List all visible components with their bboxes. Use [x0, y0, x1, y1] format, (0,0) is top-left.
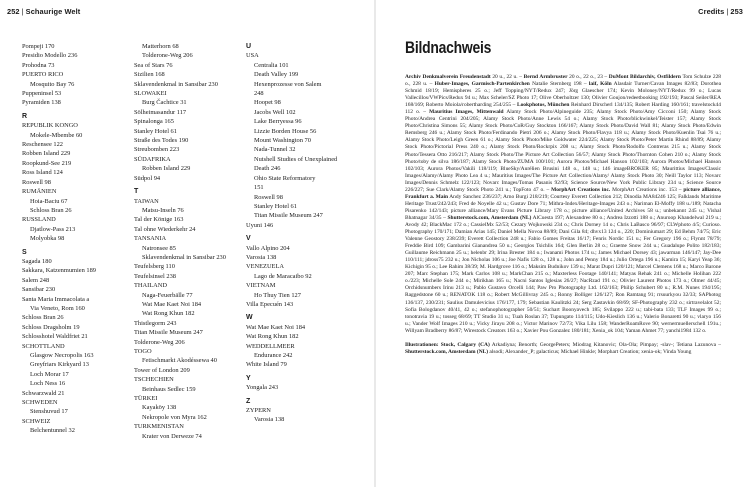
index-entry: Titan Missile Museum 247: [134, 329, 203, 337]
index-entry: TANSANIA: [134, 235, 167, 243]
credit-text: 20 o., 22 o., 23 –: [567, 74, 609, 80]
index-subentry: Titan Missile Museum 247: [254, 212, 323, 220]
index-subentry: Burg Čachtice 31: [142, 99, 187, 107]
index-subentry: Robben Island 229: [142, 165, 191, 173]
credit-text: Arkadiyna; Benorth; GeorgePeters; Miodrag Kitanovic; Ola-Ola; Pimpay; -slav-; Tetiana Lazunova –: [489, 341, 721, 348]
index-subentry: Centralia 101: [254, 61, 289, 69]
credit-source-name: Archiv Denkmalverein Freudenstadt: [405, 74, 491, 80]
credit-source-name: Shutterstock.com, Amsterdam (NL): [405, 348, 489, 355]
index-subentry: Nutshell Studies of Unexplained: [254, 155, 338, 163]
index-subentry: Lizzie Borden House 56: [254, 127, 317, 135]
index-subentry: Molyobka 98: [30, 235, 65, 243]
credit-text: MorphArt Creations inc. 153 –: [610, 186, 684, 193]
index-subentry: Loch Morar 17: [30, 370, 69, 378]
index-entry: Uyuni 146: [246, 221, 274, 229]
index-column-2: [134, 42, 244, 441]
header-separator: |: [726, 7, 729, 16]
index-entry: SCHWEDEN: [22, 399, 58, 407]
index-subentry: Mokele-Mbembe 60: [30, 131, 83, 139]
index-entry: Teufelsinsel 238: [134, 272, 176, 280]
index-entry: Sakkara, Katzenmumien 189: [22, 267, 97, 275]
index-entry: Sölheimasandur 117: [134, 108, 187, 116]
credits-body: [405, 74, 721, 356]
index-subentry: Wat Rong Khun 182: [142, 310, 195, 318]
right-section-title: Credits: [698, 7, 725, 16]
index-entry: TSCHECHIEN: [134, 376, 174, 384]
index-subentry: 248: [254, 90, 264, 98]
index-subentry: Beinhaus Sedlec 159: [142, 385, 196, 393]
index-subentry: Ohio State Reformatory: [254, 174, 316, 182]
index-subentry: Tolderone-Weg 206: [142, 52, 193, 60]
index-subentry: Matterhorn 68: [142, 43, 179, 50]
index-entry: TOGO: [134, 348, 152, 355]
index-subentry: Roswell 98: [254, 193, 283, 201]
index-entry: TAIWAN: [134, 197, 159, 205]
index-entry: PUERTO RICO: [22, 71, 64, 79]
illustrations-paragraph: [405, 342, 721, 356]
index-subentry: Endurance 242: [254, 352, 293, 359]
index-entry: Sklavendenkmal in Sansibar 230: [134, 80, 218, 88]
credit-source-name: Mauritius Images, Mittenwald: [429, 109, 504, 116]
index-subentry: Hoia-Baciu 67: [30, 197, 68, 205]
left-running-head: [7, 7, 80, 19]
credit-text: Alamy Stock Photo/Alpineguide 235; Alamy Stock Photo/Amy Cicconi 150; Alamy Stock Photo/Andrea Centrini 204/205; Alamy Stock Photo/Anne Lewis 54 o.; Alamy Stock Photo/blickwinkel/Teister 157; Alamy Stock Photo/Christina Simons 55; Alamy Stock Photo/CoR/Guy Stockton 166/167; Alamy Stock Photo/David Wall 81; Alamy Stock Photo/Edwin Remsberg 246 u.; Alamy Stock Photo/Ferdinando Pietri 206 o.; Alamy Stock Photo/Flavya 118 u.; Alamy Stock Photo/Kuenlin Tsai 76 u.; Alamy Stock Photo/Leigh Green 61 o.; Alamy Stock Photo/Mike Goldwater 224/225; Alamy Stock Photo/Peter Martin Rhind 88/89; Alamy Stock Photo/Pictorial Press 240 o.; Alamy Stock Photo/Rockrpix 208 u.; Alamy Stock Photo/Rodolfo Contreras 215 u.; Alamy Stock Photo/Tessera Otto 216/217; Alamy Stock Photo/The Picture Art Collection 56/57; Alamy Stock Photo/Thornton Cohen 210 o.; Alamy Stock Photo/toby de silva 186/187; Alamy Stock Photo/ZUMA 100/101; Aurora Photos/Michael Hanson 102/103; Aurora Photos/Michael Hanson 102/103; Aurora Photos/Vakili 118/119; BlueSky/Aurélien Brusini 148 o., 148 u.; 146 imageBROKER 85; Maurittius Images/Classic Images/Alamy/Alamy Photo Lea 4 u.; Mauritius Images/The Picture Art Collection/Alamy/ Alamy Stock Photo 30; Neill Taylor 113; Novarc Images/Dennis Schmelz 122/123; Novarc Images/Tomas Pasanis 92/93; Science Source/New York Public Library 234 u.; Science Source 226/227; Sue Clark/Alamy Stock Photo 241 u.; TopFoto 47 o. –: [405, 109, 721, 193]
credit-source-name: Bernd Armbruster: [523, 74, 568, 80]
index-entry: SÜDAFRIKA: [134, 155, 171, 163]
credit-text: 20 u., 22 u. –: [490, 74, 524, 80]
index-subentry: Death Valley 199: [254, 71, 299, 79]
index-subentry: Stanley Hotel 61: [254, 202, 297, 210]
credit-source-name: Huber-Images, Garmisch-Partenkirchen: [434, 81, 530, 88]
left-section-title: Schaurige Welt: [25, 7, 81, 16]
index-letter-heading: S: [22, 248, 27, 256]
index-entry: Sansibar 230: [22, 286, 56, 294]
credit-source-name: MorphArt Creations inc.: [551, 186, 611, 193]
index-subentry: Wat Mae Kaet Noi 184: [142, 300, 202, 308]
index-entry: Tal der Könige 163: [134, 216, 184, 224]
index-subentry: Natronsee 85: [142, 244, 176, 252]
index-subentry: Djatlow-Pass 213: [30, 225, 76, 233]
index-entry: Stanley Hotel 61: [134, 127, 177, 135]
index-entry: Santa Maria Immacolata a: [22, 295, 90, 303]
credits-paragraph: [405, 74, 721, 335]
index-entry: ZYPERN: [246, 407, 271, 415]
index-subentry: Belchentunnel 32: [30, 427, 75, 435]
index-entry: Sizilien 168: [134, 71, 165, 79]
index-subentry: Kayaköy 138: [142, 404, 177, 412]
credit-text: alsodi; Alexander_P; galacticus; Michael Hinkle; Morphart Creation; xenia-ok; Vinda Young: [488, 348, 692, 355]
index-entry: Tolderone-Weg 206: [134, 338, 185, 346]
index-letter-heading: Y: [246, 374, 251, 382]
index-entry: Schloss Dragsholm 19: [22, 323, 80, 331]
index-entry: Streubomben 223: [134, 146, 180, 154]
index-entry: TURKMENISTAN: [134, 423, 184, 431]
index-subentry: 151: [254, 184, 264, 192]
index-entry: RUSSLAND: [22, 216, 56, 224]
index-subentry: Nada-Tunnel 32: [254, 146, 296, 154]
index-subentry: Death 246: [254, 165, 281, 173]
index-entry: TÜRKEI: [134, 395, 158, 403]
index-entry: Roswell 98: [22, 178, 51, 186]
index-subentry: Fetischmarkt Akodéssewa 40: [142, 357, 217, 365]
index-entry: Villa Epecuén 143: [246, 300, 294, 308]
credit-source-name: Illustrationen: Stock, Calgary (CA): [405, 341, 490, 348]
index-subentry: Naga-Feuerbälle 77: [142, 291, 193, 299]
index-entry: Varosia 138: [246, 253, 277, 261]
credit-text: Tom Schulze 228 o., 228 u. –: [405, 74, 722, 88]
index-entry: Spinalonga 165: [134, 118, 174, 126]
credit-source-name: DuMont Bildarchiv, Ostfildern: [608, 74, 681, 80]
index-entry: White Island 79: [246, 361, 287, 369]
index-subentry: Greyfriars Kirkyard 13: [30, 361, 89, 369]
index-entry: VENEZUELA: [246, 263, 284, 271]
credit-text: Andy Sanchez 236/237; Arno Burgi 218/219; Courtesy Everett Collection 212; Dinodia MA84246 125; Falklands Maritime Heritage Trust/242/243; Fred de Noyelle 42 u.; Gustav Dore 71; Mithra-Index/Heritage-Images 243 o.; Nariman El-Moffy 188 u./189; Natacha Pisarenko 142/143; picture alliance/Mary Evans Picture Library 178 o.; picture alliance/United Archives 58 u.; unbekannt 245 u.; Vishal Bhatnagar 34/35 –: [405, 193, 721, 221]
index-entry: SCHOTTLAND: [22, 342, 65, 350]
book-gutter: [374, 0, 376, 487]
index-subentry: Mount Washington 70: [254, 137, 311, 145]
index-entry: Wat Rong Khun 182: [246, 333, 299, 341]
index-entry: Wat Mae Kaet Noi 184: [246, 323, 306, 331]
index-subentry: Jacobs Well 102: [254, 108, 296, 116]
index-subentry: Matsu-Inseln 76: [142, 206, 184, 214]
index-entry: USA: [246, 52, 259, 60]
header-separator: |: [21, 7, 24, 16]
index-subentry: Via Veneto, Rom 160: [30, 304, 85, 312]
left-page-number: 252: [7, 7, 20, 16]
index-entry: Schloss Bran 26: [22, 314, 64, 322]
index-subentry: Hoopet 98: [254, 99, 281, 107]
index-entry: VIETNAM: [246, 282, 276, 290]
index-column-3: [246, 42, 356, 425]
index-entry: Teufelsberg 110: [134, 263, 175, 271]
index-subentry: Lago de Maracaibo 92: [254, 272, 312, 280]
index-entry: Pyramiden 138: [22, 99, 61, 107]
index-entry: Straße des Todes 190: [134, 137, 189, 145]
index-subentry: Lake Berryessa 96: [254, 118, 302, 126]
index-subentry: Hexenprozesse von Salem: [254, 80, 322, 88]
index-letter-heading: T: [134, 188, 139, 196]
index-entry: Reschensee 122: [22, 141, 63, 149]
credits-title: Bildnachweis: [405, 38, 492, 57]
credit-text: Reinhard Dirscherl 134/135; Robert Harding 160/161; travelstock44 112 o. –: [405, 102, 721, 116]
index-entry: Prohodna 73: [22, 61, 55, 69]
index-entry: WEDDELLMEER: [246, 342, 295, 350]
credit-text: Natalie Sternberg 198 –: [529, 81, 589, 88]
index-entry: SLOWAKEI: [134, 90, 167, 98]
index-entry: Yongala 243: [246, 384, 279, 392]
index-column-1: [22, 42, 122, 436]
index-entry: Schwarzwald 21: [22, 389, 65, 397]
credit-text: AlCuesta 197; Alexandree 80 o.; Andrea Izzotti 188 o.; Anuroop Khandelwal 219 u.; Avody 42; BlackMac 172 o.; CassielMx 52/53; Cezary Wojkowski 234 o.; Chris Dorney 14 o.; Chris LaBasco 96/97; CLWphoto 4/5; Curioso. Photography 170/171; Damian Arias 145; Daniel Mella Novoa 88/89; Dani Gila 84; dhvx13 124 o., 220; Dominiumart 29; Ed Behm 74/75; Eric Valenne Geostory 238/239; Everett Collection 248 u.; Fabio Gomes Freitas 16/17; Fenris Nordic 151 u.; Fer Gregory 196 o.; Flynnt 78/79; Freddie Bird 109; Gambarini Gianandrea 50 u.; Georgios Tsichlis 164; Glen Berlin 28 o.; Graeme Snow 244 u.; Guadalupe Polito 182/183; Guillaume Reichmann 25 u.; helenbr 29; Irina Brester 184 o.; Iwanami Photos 174 u.; James Michael Dorsey 43; jawarman 146/147; Jay-Dee 110/111; jdross75 232 u.; Jon Nicholas 106 u.; Joe Nafis 128 o., 128 u.; John and Penny 184 u.; Julio Ortega 196 u.; Kamira 15; Karyi Yeap 36; Kichigin 95 o.; Lee Rahim 38/39; M. Hardgrove 116 o.; Maksim Budnikov 139 u.; Marat Dupri 120/121; Marcel Clemens 168 u.; Marco Barone 207; Marc Stephan 175; Mark Carlos 108 u.; MarkChan 215 o.; Maxterless Footage 140/141; Matyas Rehak 241 o.; Michelle Holihan 222 o./223; Michelle Sole 244 o.; Mirikhan 165 u.; Nacni Santos Iglesias 26/27; NacRzad 191 o.; Olivier Laurent Photos 173 o.; Olmer 44/45; Orchidsnumbers Irinu 213 u.; Pablo Gustavo Orcelli 144; Paw Pro Photography Ltd. 162/163; Philip Schubert 80 u.; R.M. Nunes 194/195; Raggedstone 60 u.; RENATOK 118 o.; Robert McGillivray 245 o.; Ronny Bolliger 126/127; Ron Ramtang 91; rrsuurkyou 32/33; SAPhotog 136/137, 230/231; Saulius Damulevicius 176/177, 179; Sebastian Kaulitzki 24; Serg Zastavkin 68/69; SF-Photography 232 o.; sirtravelalot 52; Sofia Bologdanov 40/41, 42 o.; stefanophotographer 50/51; Suchart Boonyavech 185; Svilappo 222 u.; tabi-bata 133; TLF Images 99 o.; tonotravia 19 u.; tosseg 68/69; TT Studio 31 u.; Tuah Roslan 37; Tupungato 114/115; Udo-Kieslich 136 u.; Valerio Bonaretti 90 u.; vlaryo 156 u.; Vander Wolf Images 210 u.; Vicky Jirayu 208 o.; Victor Marinov 72/73; Vika Lilu 158; WanderRoamRove 90; wernermuellerschell 191u.; Willyam Bradberry 86/87; Wirestock Creators 163 o.; Xavier Pou Gonzalez 180/181; Xenia_ok 104; Yaman Ahmet 77; yanchi1984 132 o.: [405, 214, 722, 334]
index-letter-heading: W: [246, 314, 253, 322]
index-entry: Südpol 94: [134, 174, 161, 182]
index-entry: Sea of Stars 76: [134, 61, 173, 69]
index-subentry: Schloss Bran 26: [30, 206, 72, 214]
credit-text: Alasdair Turner/Cavan Images 82/83; Dorothea Schmid 18/19; Hemispheres 25 o.; Jeff Topping/NYT/Redux 247; Jörg Glaescher 174; Kevin Moloney/NYT/Redux 99 o.; Lucas Vallecillos/VWPics/Redux 94 u.; Max Scheler/SZ Photo 17; Olive Oberholtzer 130; Olivier Goujon/redeetbooking 192/193; Pascal Seiler/REA 168/169; Roberto Moiola/robertharding 254/255 –: [405, 81, 721, 109]
index-entry: Sagada 180: [22, 257, 52, 265]
index-entry: Robben Island 229: [22, 150, 71, 158]
index-subentry: Sklavendenkmal in Sansibar 230: [142, 253, 226, 261]
index-letter-heading: R: [22, 112, 28, 120]
index-entry: SCHWEIZ: [22, 417, 51, 425]
index-entry: Vallo Alpino 204: [246, 244, 290, 252]
credit-source-name: Shutterstock.com, Amsterdam (NL): [447, 214, 532, 221]
index-entry: Tal ohne Wiederkehr 24: [134, 225, 196, 233]
index-letter-heading: Z: [246, 397, 251, 405]
right-running-head: [698, 7, 743, 19]
index-entry: Ross Island 124: [22, 169, 63, 177]
index-entry: RUMÄNIEN: [22, 188, 57, 196]
index-subentry: Nekropole von Myra 162: [142, 413, 207, 421]
index-letter-heading: U: [246, 43, 252, 50]
index-entry: Tower of London 209: [134, 366, 190, 374]
index-subentry: Mosquito Bay 76: [30, 80, 75, 88]
credit-source-name: picture alliance, Frankfurt a. Main: [405, 186, 721, 200]
right-page-number: 253: [730, 7, 743, 16]
index-entry: THAILAND: [134, 282, 168, 290]
index-entry: REPUBLIK KONGO: [22, 122, 78, 130]
index-entry: Presidio Modello 236: [22, 52, 78, 60]
index-entry: Puppeninsel 53: [22, 90, 62, 98]
index-entry: Salem 248: [22, 276, 50, 284]
index-entry: Thistlegorm 243: [134, 319, 177, 327]
index-entry: Pompeji 170: [22, 43, 55, 50]
index-subentry: Glasgow Necropolis 163: [30, 352, 94, 359]
index-subentry: Krater von Derweze 74: [142, 432, 202, 440]
index-subentry: Stenshuvud 17: [30, 408, 68, 416]
credit-source-name: Lookphotos, München: [516, 102, 570, 109]
index-entry: Roopkund-See 219: [22, 159, 72, 167]
credit-source-name: laif, Köln: [588, 81, 612, 88]
index-subentry: Ho Thuy Tien 127: [254, 291, 301, 299]
index-entry: Schlosshotel Waldfriet 21: [22, 333, 88, 341]
index-subentry: Loch Ness 16: [30, 380, 66, 388]
index-letter-heading: V: [246, 235, 251, 243]
index-subentry: Varosia 138: [254, 416, 285, 424]
